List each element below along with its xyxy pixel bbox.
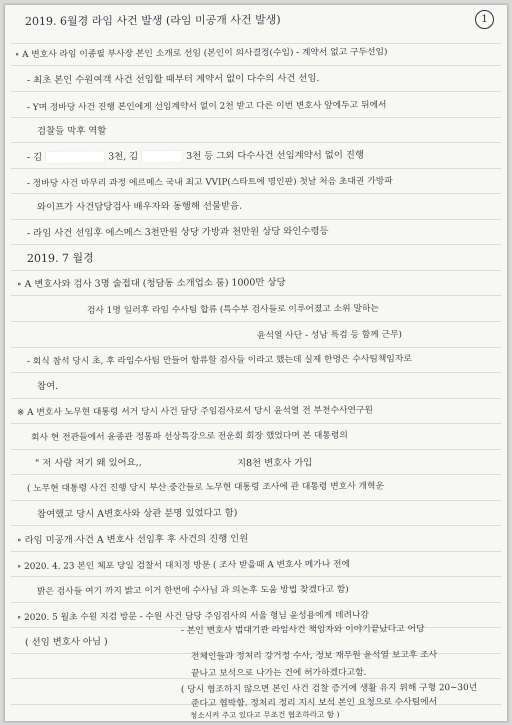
note-line: 윤석열 사단 - 성남 특검 등 함께 근무) — [256, 329, 402, 341]
note-line: 준다고 협박함. 정처리 정리 지시 보석 본인 요청으로 수사팀에서 — [190, 697, 438, 709]
ruled-line — [11, 142, 501, 143]
note-line-redacted — [27, 149, 364, 165]
note-line: ( 당시 협조하지 않으면 본인 사건 검찰 증거에 생활 유지 위해 구형 20~30년 — [180, 682, 478, 695]
ruled-line — [11, 321, 501, 322]
ruled-line — [11, 551, 501, 552]
ruled-line — [11, 474, 501, 475]
note-line: 청소시켜 주고 있다고 무조건 협조하라고 함 ) — [189, 709, 340, 720]
note-line: 참여. — [36, 380, 59, 392]
note-text: - 김 — [26, 151, 43, 163]
note-line: 와이프가 사건담당검사 배우자와 동행해 선물받음. — [36, 200, 243, 213]
ruled-line — [11, 91, 501, 92]
ruled-line — [11, 423, 501, 424]
note-line: ∘ A 변호사와 검사 3명 술접대 (청담동 소개업소 룸) 1000만 상당 — [16, 277, 286, 290]
ruled-line — [11, 449, 501, 450]
note-line: ( 선임 변호사 아님 ) — [24, 636, 108, 648]
ruled-line — [11, 295, 501, 296]
note-line: - 정바당 사건 마무리 과정 에르메스 국내 최고 VVIP(스타트에 명인판) 첫날 처음 초대권 가방파 — [26, 176, 393, 189]
note-line: 밝은 검사들 여기 까지 밝고 이거 한번에 수사님 과 의논후 도움 방법 찾겠다고 함) — [36, 584, 349, 597]
note-line: ( 노무현 대통령 사건 진행 당시 부산 중간들로 노무현 대통령 조사에 관 대통령 변호사 개혁운 — [26, 481, 385, 494]
note-line: 회사 현 전관들에서 윤종관 정통파 선상특강으로 전운회 회장 했었다며 본 대통령의 — [30, 430, 348, 443]
page-number: 1 — [475, 10, 494, 29]
note-line: 검사 1명 일러후 라임 수사팀 합류 (특수부 검사들로 이루어졌고 소위 말하는 — [86, 303, 379, 316]
scanned-document-page — [4, 4, 508, 722]
ruled-line — [11, 602, 501, 603]
ruled-line — [11, 65, 501, 66]
ruled-line — [11, 347, 501, 348]
ruled-line — [11, 219, 501, 220]
note-line: 검찰들 막후 역할 — [36, 125, 107, 137]
redaction-box — [45, 150, 105, 163]
ruled-line — [11, 398, 501, 399]
section-heading-2019-07: 2019. 7 월경 — [26, 251, 94, 265]
ruled-line — [11, 168, 501, 169]
note-line: ∘ A 변호사 라임 이종필 부사장 본인 소개로 선임 (본인이 의사결정(수임) - 계약서 없고 구두선임) — [14, 47, 388, 60]
ruled-line — [11, 372, 501, 373]
note-line: 전체인들과 정처리 강거정 수사, 정보 재무원 윤석열 보고후 조사 — [190, 650, 438, 662]
note-line: ∘ 2020. 5 월초 수원 지검 방문 - 수원 사건 담당 주임검사의 서울 형님 윤성용에게 데려나감 — [16, 610, 369, 623]
note-text: 3천 등 그외 다수사건 선임계약서 없이 진행 — [186, 149, 365, 162]
redaction-box — [141, 150, 183, 163]
note-line: - 회식 참석 당시 초, 후 라임수사팀 만들어 합류할 검사들 이라고 했는데 실제 한명은 수사팀책임자로 — [26, 354, 412, 367]
note-line: - 본인 변호사 법대기관 라임사건 책임자와 이야기끝났다고 어당 — [180, 624, 425, 636]
ruled-line — [11, 43, 501, 44]
note-text: 3천, 김 — [108, 151, 139, 163]
note-line: ∘ 2020. 4. 23 본인 체포 당일 검찰서 대치정 방문 ( 조사 받을때 A 변호사 메가나 전에 — [16, 559, 351, 572]
note-line: 끝나고 보석으로 나가는 건에 허가하겠다고함. — [190, 667, 367, 679]
note-line: 참여했고 당시 A변호사와 상관 분명 있었다고 함) — [36, 507, 238, 520]
note-line: - 라임 사건 선임후 에스메스 3천만원 상당 가방과 천만원 상당 와인수령등 — [26, 225, 329, 239]
ruled-line — [11, 244, 501, 245]
note-line: - 최초 본인 수원여객 사건 선임할 때부터 계약서 없이 다수의 사건 선임. — [26, 72, 320, 86]
ruled-line — [11, 270, 501, 271]
note-line: ※ A 변호사 노무현 대통령 서거 당시 사건 담당 주임검사로서 당시 윤석열 전 부천수사연구원 — [16, 405, 374, 418]
note-line: 지8천 변호사 가입 — [236, 457, 313, 469]
section-heading-2019-06: 2019. 6월경 라임 사건 발생 (라임 미공개 사건 발생) — [24, 13, 281, 28]
ruled-line — [11, 500, 501, 501]
ruled-line — [11, 117, 501, 118]
ruled-line — [11, 193, 501, 194]
note-line: ∘ 라임 미공개 사건 A 변호사 선임후 후 사건의 진행 인원 — [16, 533, 249, 546]
ruled-line — [11, 525, 501, 526]
quote-line: " 저 사람 저기 왜 있어요,, — [34, 457, 142, 469]
ruled-line — [11, 576, 501, 577]
note-line: - Y며 정바당 사건 진행 본인에게 선임계약서 없이 2천 받고 다른 이번 변호사 앞에두고 뒤에서 — [26, 100, 387, 113]
